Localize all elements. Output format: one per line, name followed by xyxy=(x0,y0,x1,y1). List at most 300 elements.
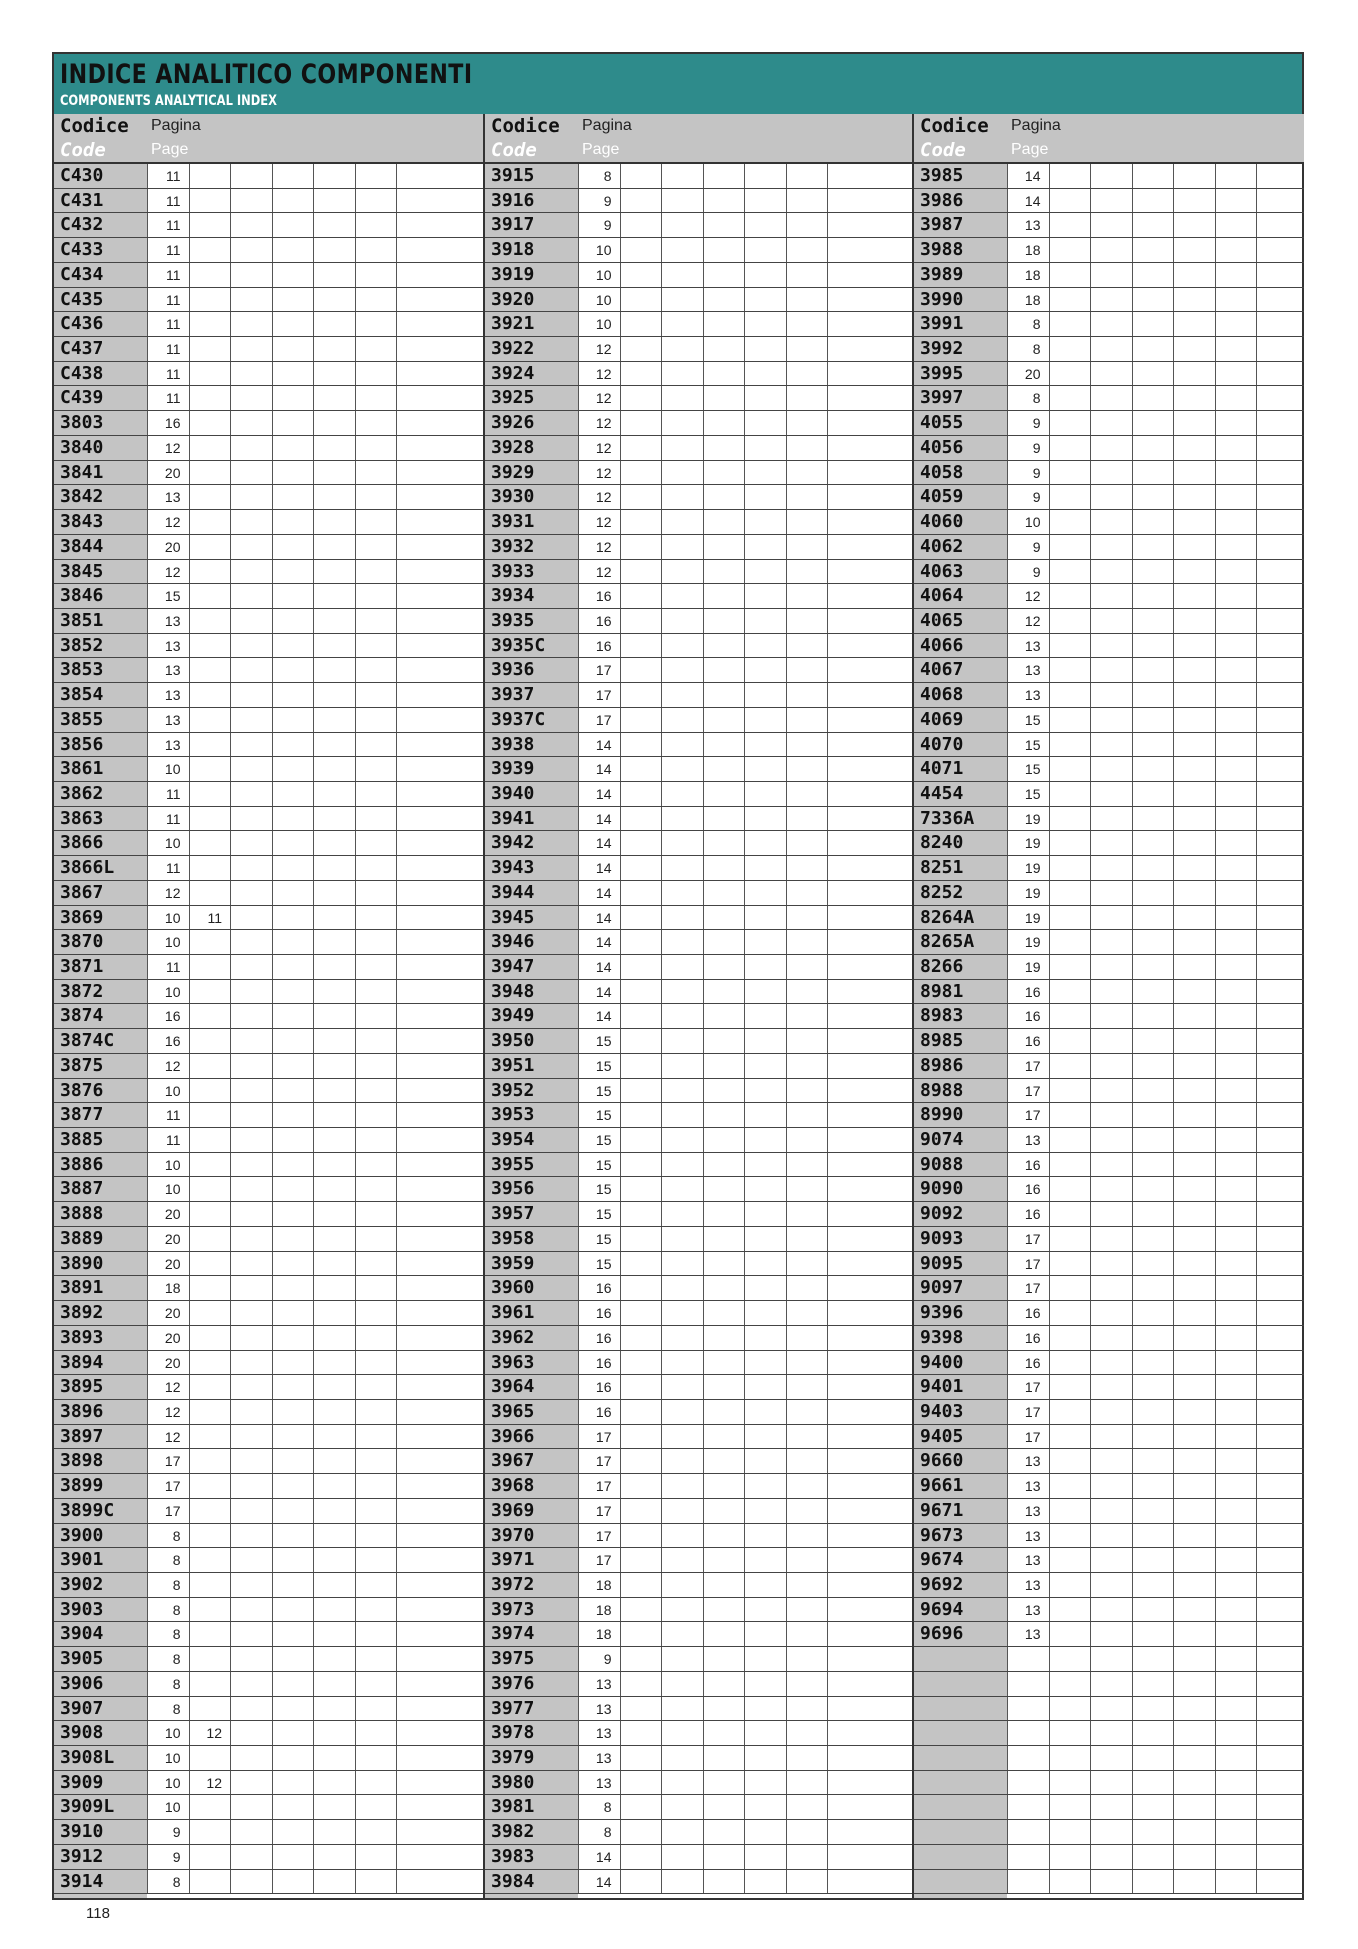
page-cell xyxy=(272,1202,314,1226)
page-cell xyxy=(827,856,869,880)
component-code: 8986 xyxy=(920,1054,964,1076)
table-row xyxy=(485,1548,914,1573)
page-cell xyxy=(1173,1548,1215,1572)
component-code: 3908 xyxy=(60,1722,104,1744)
page-cell xyxy=(313,1449,355,1473)
page-cell: 14 xyxy=(578,831,620,855)
page-cell xyxy=(703,1202,745,1226)
page-cell xyxy=(355,535,397,559)
table-row xyxy=(914,1474,1304,1499)
page-cell xyxy=(313,436,355,460)
page-cell xyxy=(272,708,314,732)
page-cell xyxy=(1049,1795,1091,1819)
page-cell xyxy=(1256,535,1298,559)
page-cell xyxy=(355,189,397,213)
page-cell xyxy=(272,1647,314,1671)
page-cell: 11 xyxy=(189,906,231,930)
component-code: 3925 xyxy=(491,387,535,409)
page-cell xyxy=(786,1153,828,1177)
page-cell xyxy=(1215,1276,1257,1300)
page-cell xyxy=(1173,1697,1215,1721)
page-cell xyxy=(1215,1548,1257,1572)
page-cell xyxy=(396,1647,438,1671)
page-cell xyxy=(1132,1177,1174,1201)
page-cell xyxy=(827,1227,869,1251)
page-cell xyxy=(620,535,662,559)
page-cell xyxy=(355,337,397,361)
page-cell xyxy=(230,1449,272,1473)
table-row xyxy=(54,1375,483,1400)
page-cell xyxy=(1173,1103,1215,1127)
page-cell xyxy=(1215,1672,1257,1696)
page-cell xyxy=(703,1301,745,1325)
page-cell xyxy=(1090,1795,1132,1819)
page-cell xyxy=(313,1820,355,1844)
page-cell xyxy=(661,733,703,757)
table-row xyxy=(914,1227,1304,1252)
page-cell xyxy=(1007,1721,1049,1745)
table-row xyxy=(485,1672,914,1697)
page-cell xyxy=(703,634,745,658)
page-cell xyxy=(396,1771,438,1795)
page-cell xyxy=(313,1771,355,1795)
table-row xyxy=(914,1276,1304,1301)
table-row xyxy=(485,164,914,189)
page-cell xyxy=(744,1845,786,1869)
page-cell xyxy=(1090,485,1132,509)
component-code: 4065 xyxy=(920,609,964,631)
page-cell xyxy=(272,238,314,262)
page-cell xyxy=(827,1128,869,1152)
page-cell xyxy=(744,288,786,312)
page-label-it: Pagina xyxy=(582,117,632,134)
page-cell xyxy=(1256,1524,1298,1548)
page-cell xyxy=(396,1079,438,1103)
page-cell xyxy=(1049,930,1091,954)
page-cell: 16 xyxy=(1007,1351,1049,1375)
table-row xyxy=(914,930,1304,955)
page-cell xyxy=(355,881,397,905)
page-cell xyxy=(1090,1820,1132,1844)
page-cell xyxy=(744,1128,786,1152)
page-cell xyxy=(1215,1375,1257,1399)
page-cell xyxy=(230,1054,272,1078)
page-cell xyxy=(313,1573,355,1597)
page-cell xyxy=(1173,1870,1215,1894)
page-cell xyxy=(189,1177,231,1201)
page-cell xyxy=(396,930,438,954)
page-cell xyxy=(396,1375,438,1399)
page-cell: 8 xyxy=(578,1795,620,1819)
page-cell xyxy=(786,362,828,386)
page-cell xyxy=(786,1029,828,1053)
page-cell: 17 xyxy=(578,1425,620,1449)
page-cell xyxy=(272,1746,314,1770)
page-cell xyxy=(744,386,786,410)
page-cell xyxy=(620,1326,662,1350)
page-cell xyxy=(1173,312,1215,336)
page-cell xyxy=(1215,1474,1257,1498)
page-cell xyxy=(703,1647,745,1671)
page-label-it: Pagina xyxy=(151,117,201,134)
component-code: 3928 xyxy=(491,436,535,458)
page-cell xyxy=(230,436,272,460)
page-cell xyxy=(1090,757,1132,781)
page-cell xyxy=(230,807,272,831)
page-cell xyxy=(1173,1672,1215,1696)
page-cell xyxy=(1173,1524,1215,1548)
table-row xyxy=(485,1573,914,1598)
page-cell xyxy=(1132,1474,1174,1498)
page-cell xyxy=(272,288,314,312)
page-cell xyxy=(744,337,786,361)
page-cell xyxy=(1049,1128,1091,1152)
page-cell xyxy=(396,782,438,806)
page-cell xyxy=(786,1351,828,1375)
page-cell xyxy=(1132,1499,1174,1523)
page-cell xyxy=(355,1351,397,1375)
page-cell xyxy=(355,1400,397,1424)
page-cell xyxy=(355,1301,397,1325)
page-cell xyxy=(189,560,231,584)
page-cell: 12 xyxy=(147,560,189,584)
page-cell: 17 xyxy=(578,1499,620,1523)
table-row xyxy=(914,1771,1304,1796)
page-cell xyxy=(189,1870,231,1894)
table-row xyxy=(54,1697,483,1722)
page-cell xyxy=(189,1474,231,1498)
page-cell: 8 xyxy=(147,1598,189,1622)
page-cell xyxy=(1132,1079,1174,1103)
page-cell xyxy=(1090,1202,1132,1226)
component-code: 3956 xyxy=(491,1178,535,1200)
page-cell xyxy=(1256,584,1298,608)
page-cell: 12 xyxy=(578,560,620,584)
page-cell xyxy=(1090,1227,1132,1251)
component-code: 9396 xyxy=(920,1302,964,1324)
page-cell xyxy=(827,1276,869,1300)
component-code: 3900 xyxy=(60,1524,104,1546)
page-cell xyxy=(1256,1202,1298,1226)
page-cell: 15 xyxy=(578,1252,620,1276)
page-cell xyxy=(230,1375,272,1399)
page-cell xyxy=(355,1647,397,1671)
component-code: 3844 xyxy=(60,535,104,557)
page-cell: 14 xyxy=(1007,164,1049,188)
page-cell xyxy=(1173,980,1215,1004)
page-cell xyxy=(1256,856,1298,880)
table-row xyxy=(914,1598,1304,1623)
table-row xyxy=(485,782,914,807)
column-rows xyxy=(914,164,1304,1898)
page-cell xyxy=(1090,1845,1132,1869)
component-code: 3842 xyxy=(60,486,104,508)
page-cell xyxy=(1215,1079,1257,1103)
page-cell xyxy=(355,1227,397,1251)
page-cell xyxy=(189,658,231,682)
page-cell xyxy=(189,461,231,485)
page-cell xyxy=(355,609,397,633)
page-cell xyxy=(1090,312,1132,336)
page-cell: 16 xyxy=(578,1351,620,1375)
component-code: 9661 xyxy=(920,1475,964,1497)
page-cell xyxy=(1049,634,1091,658)
page-cell xyxy=(786,485,828,509)
page-cell xyxy=(1132,1697,1174,1721)
page-cell xyxy=(396,881,438,905)
page-cell xyxy=(786,1301,828,1325)
page-cell xyxy=(786,634,828,658)
page-cell xyxy=(230,337,272,361)
page-cell xyxy=(744,634,786,658)
page-cell xyxy=(786,337,828,361)
table-row xyxy=(914,436,1304,461)
page-cell xyxy=(1215,1004,1257,1028)
page-cell xyxy=(786,980,828,1004)
page-cell: 13 xyxy=(147,683,189,707)
page-cell xyxy=(1049,1647,1091,1671)
page-cell xyxy=(620,1103,662,1127)
page-cell xyxy=(703,807,745,831)
page-cell xyxy=(786,1054,828,1078)
component-code: 3905 xyxy=(60,1648,104,1670)
page-cell: 17 xyxy=(1007,1276,1049,1300)
page-cell: 16 xyxy=(147,1004,189,1028)
page-cell xyxy=(744,831,786,855)
page-cell xyxy=(1049,1524,1091,1548)
page-cell xyxy=(744,584,786,608)
component-code: 3862 xyxy=(60,782,104,804)
page-cell xyxy=(620,856,662,880)
page-cell xyxy=(272,1351,314,1375)
page-cell xyxy=(1132,1029,1174,1053)
table-row xyxy=(54,411,483,436)
page-cell xyxy=(1132,411,1174,435)
page-cell xyxy=(230,1128,272,1152)
page-cell xyxy=(1132,189,1174,213)
page-cell xyxy=(1215,1524,1257,1548)
page-cell xyxy=(1132,634,1174,658)
page-cell xyxy=(313,1548,355,1572)
page-cell xyxy=(744,510,786,534)
page-cell xyxy=(272,609,314,633)
component-code: 3947 xyxy=(491,956,535,977)
index-column-1 xyxy=(54,114,483,1898)
page-cell xyxy=(786,609,828,633)
page-cell xyxy=(1173,1573,1215,1597)
page-cell xyxy=(355,213,397,237)
page-cell xyxy=(620,831,662,855)
page-cell xyxy=(1049,1425,1091,1449)
page-cell xyxy=(189,213,231,237)
page-cell xyxy=(189,238,231,262)
page-cell xyxy=(661,386,703,410)
page-cell xyxy=(1173,609,1215,633)
page-cell xyxy=(744,560,786,584)
page-cell xyxy=(272,1672,314,1696)
page-cell xyxy=(620,1153,662,1177)
component-code: 8981 xyxy=(920,980,964,1002)
page-cell xyxy=(1215,1771,1257,1795)
component-code: 3890 xyxy=(60,1252,104,1274)
page-cell: 15 xyxy=(578,1029,620,1053)
page-cell xyxy=(786,238,828,262)
page-cell xyxy=(396,461,438,485)
page-cell xyxy=(620,312,662,336)
page-cell xyxy=(1090,263,1132,287)
page-cell xyxy=(1132,263,1174,287)
page-cell xyxy=(313,930,355,954)
page-cell xyxy=(272,634,314,658)
component-code: 3986 xyxy=(920,189,964,211)
page-cell xyxy=(1215,1647,1257,1671)
table-row xyxy=(914,1870,1304,1895)
table-row xyxy=(914,1079,1304,1104)
table-row xyxy=(914,1425,1304,1450)
page-cell xyxy=(1049,1474,1091,1498)
component-code: 3869 xyxy=(60,906,104,928)
page-cell xyxy=(1132,560,1174,584)
table-row xyxy=(54,1227,483,1252)
page-cell xyxy=(355,584,397,608)
page-cell xyxy=(1132,164,1174,188)
page-cell xyxy=(396,1153,438,1177)
component-code: 3803 xyxy=(60,412,104,434)
page-cell xyxy=(1256,436,1298,460)
page-cell xyxy=(827,807,869,831)
page-cell xyxy=(1173,263,1215,287)
page-cell: 12 xyxy=(578,337,620,361)
page-cell xyxy=(1215,1400,1257,1424)
page-cell xyxy=(313,1647,355,1671)
page-cell: 18 xyxy=(578,1598,620,1622)
page-cell xyxy=(744,1326,786,1350)
page-cell xyxy=(786,1548,828,1572)
page-cell xyxy=(1132,584,1174,608)
page-cell xyxy=(396,1400,438,1424)
page-cell xyxy=(1007,1672,1049,1696)
page-cell xyxy=(313,1870,355,1894)
page-cell: 13 xyxy=(147,658,189,682)
page-cell xyxy=(827,510,869,534)
page-cell xyxy=(313,1079,355,1103)
page-cell xyxy=(786,1795,828,1819)
page-cell xyxy=(189,312,231,336)
component-code: 3965 xyxy=(491,1400,535,1422)
page-cell xyxy=(189,955,231,979)
page-cell xyxy=(313,1425,355,1449)
page-cell xyxy=(396,1351,438,1375)
page-cell xyxy=(355,1820,397,1844)
component-code: 3939 xyxy=(491,758,535,780)
page-cell xyxy=(355,757,397,781)
page-cell xyxy=(1256,733,1298,757)
component-code: 3977 xyxy=(491,1697,535,1719)
table-row xyxy=(485,1870,914,1895)
page-cell xyxy=(313,1276,355,1300)
page-cell xyxy=(189,1672,231,1696)
page-cell xyxy=(189,1622,231,1646)
page-cell xyxy=(1215,658,1257,682)
table-row xyxy=(914,213,1304,238)
page-cell xyxy=(396,955,438,979)
page-cell xyxy=(1049,1276,1091,1300)
column-header xyxy=(485,114,914,164)
page-cell xyxy=(1049,1177,1091,1201)
page-cell xyxy=(703,881,745,905)
page-cell xyxy=(189,1820,231,1844)
page-cell xyxy=(396,238,438,262)
page-cell xyxy=(272,1054,314,1078)
page-cell xyxy=(189,1573,231,1597)
page-cell xyxy=(1256,1598,1298,1622)
page-cell xyxy=(1049,955,1091,979)
page-cell xyxy=(272,1326,314,1350)
component-code: 8983 xyxy=(920,1005,964,1027)
page-cell xyxy=(827,164,869,188)
page-cell xyxy=(744,485,786,509)
page-cell xyxy=(1049,1227,1091,1251)
page-cell xyxy=(1173,1820,1215,1844)
table-row xyxy=(54,1845,483,1870)
page-cell xyxy=(1090,782,1132,806)
page-cell xyxy=(1049,881,1091,905)
page-cell xyxy=(230,1029,272,1053)
page-cell xyxy=(355,1672,397,1696)
page-cell xyxy=(827,485,869,509)
page-cell xyxy=(1173,1252,1215,1276)
component-code: C432 xyxy=(60,214,104,236)
page-cell xyxy=(189,584,231,608)
page-cell xyxy=(355,708,397,732)
page-cell xyxy=(313,782,355,806)
component-code: 3988 xyxy=(920,239,964,261)
page-cell xyxy=(230,955,272,979)
page-cell xyxy=(355,1573,397,1597)
page-cell: 11 xyxy=(147,955,189,979)
component-code: 3872 xyxy=(60,980,104,1002)
page-cell xyxy=(661,1425,703,1449)
page-cell xyxy=(396,213,438,237)
component-code: 3866 xyxy=(60,832,104,854)
component-code: 3958 xyxy=(491,1227,535,1249)
component-code: 3961 xyxy=(491,1302,535,1324)
table-row xyxy=(54,906,483,931)
table-row xyxy=(54,1672,483,1697)
page-cell xyxy=(396,411,438,435)
page-cell xyxy=(1173,1499,1215,1523)
page-cell xyxy=(620,189,662,213)
page-cell xyxy=(661,1697,703,1721)
page-cell xyxy=(313,189,355,213)
page-cell xyxy=(827,560,869,584)
page-cell xyxy=(827,1795,869,1819)
page-cell xyxy=(1090,609,1132,633)
component-code: 3973 xyxy=(491,1598,535,1620)
page-cell xyxy=(1049,1845,1091,1869)
component-code: 3992 xyxy=(920,338,964,360)
component-code: 3929 xyxy=(491,461,535,483)
component-code: C438 xyxy=(60,362,104,384)
page-cell xyxy=(189,1449,231,1473)
table-row xyxy=(54,1820,483,1845)
page-cell xyxy=(786,560,828,584)
component-code: 9403 xyxy=(920,1400,964,1422)
page-cell xyxy=(1132,1746,1174,1770)
page-cell xyxy=(272,1524,314,1548)
page-cell xyxy=(1173,1276,1215,1300)
table-row xyxy=(54,1153,483,1178)
